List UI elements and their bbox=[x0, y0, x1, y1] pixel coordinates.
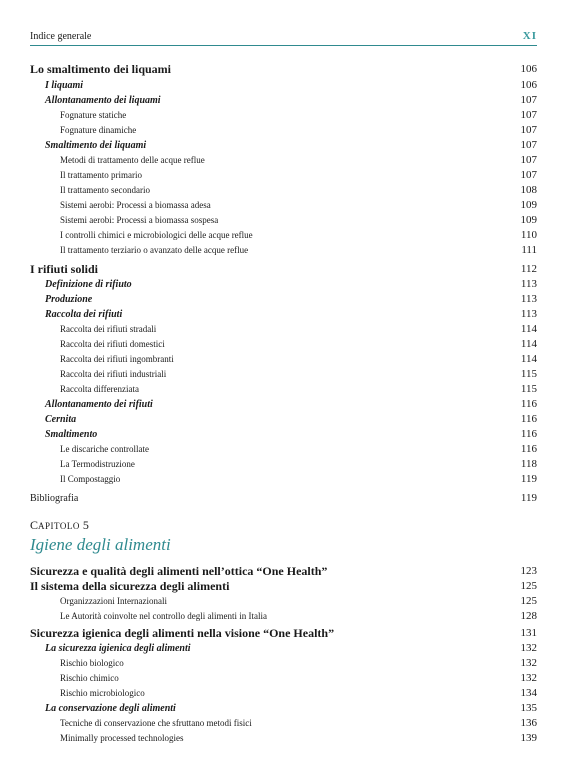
toc-entry-page: 139 bbox=[520, 732, 537, 744]
toc-entry-title: Rischio chimico bbox=[60, 673, 119, 683]
toc-entry bbox=[30, 491, 537, 506]
toc-entry-page: 113 bbox=[520, 278, 537, 290]
toc-entry-page: 110 bbox=[520, 228, 537, 241]
toc-entry-page: 125 bbox=[520, 595, 537, 607]
toc-entry-title: Le discariche controllate bbox=[60, 444, 149, 454]
toc-entry-title: Raccolta dei rifiuti industriali bbox=[60, 369, 167, 379]
toc-entry bbox=[30, 656, 537, 671]
toc-entry bbox=[30, 367, 537, 382]
toc-entry bbox=[30, 183, 537, 198]
toc-entry-title: Raccolta dei rifiuti bbox=[45, 309, 123, 320]
toc-entry-title: Smaltimento bbox=[45, 429, 98, 440]
toc-entry bbox=[30, 472, 537, 487]
toc-entry-title: Definizione di rifiuto bbox=[45, 279, 132, 290]
toc-entry-title: Sistemi aerobi: Processi a biomassa adesa bbox=[60, 199, 211, 210]
toc-entry-title: Organizzazioni Internazionali bbox=[60, 596, 168, 606]
toc-entry-page: 123 bbox=[520, 565, 537, 577]
toc-section-1 bbox=[30, 62, 537, 506]
toc-entry-title: La sicurezza igienica degli alimenti bbox=[45, 643, 191, 654]
toc-entry bbox=[30, 213, 537, 228]
toc-entry-title: I controlli chimici e microbiologici delle acque reflue bbox=[60, 229, 253, 240]
toc-entry bbox=[30, 78, 537, 93]
toc-entry-title: Raccolta dei rifiuti ingombranti bbox=[60, 354, 174, 364]
toc-entry-title: Rischio biologico bbox=[60, 658, 124, 668]
toc-entry bbox=[30, 382, 537, 397]
toc-entry-title: Allontanamento dei rifiuti bbox=[45, 399, 153, 410]
toc-entry-title: Minimally processed technologies bbox=[60, 733, 184, 743]
chapter-number: 5 bbox=[82, 518, 89, 532]
toc-entry-title: Fognature statiche bbox=[60, 109, 127, 120]
chapter-label bbox=[30, 518, 89, 533]
toc-entry-page: 125 bbox=[520, 580, 537, 592]
toc-entry bbox=[30, 307, 537, 322]
toc-entry bbox=[30, 716, 537, 731]
chapter-label-prefix: C bbox=[30, 518, 39, 532]
toc-entry bbox=[30, 564, 537, 579]
toc-entry bbox=[30, 168, 537, 183]
toc-entry-title: Il sistema della sicurezza degli alimenti bbox=[30, 579, 230, 593]
toc-entry bbox=[30, 686, 537, 701]
toc-entry-title: Raccolta differenziata bbox=[60, 384, 140, 394]
toc-entry-page: 132 bbox=[520, 642, 537, 654]
toc-entry-page: 131 bbox=[520, 627, 537, 639]
toc-entry bbox=[30, 457, 537, 472]
toc-entry bbox=[30, 198, 537, 213]
toc-entry bbox=[30, 228, 537, 243]
toc-entry-page: 115 bbox=[520, 368, 537, 380]
toc-entry bbox=[30, 594, 537, 609]
toc-entry-title: I rifiuti solidi bbox=[30, 261, 99, 276]
toc-entry-page: 108 bbox=[520, 183, 537, 196]
running-title: Indice generale bbox=[30, 31, 92, 42]
toc-entry-page: 107 bbox=[520, 168, 537, 181]
toc-entry bbox=[30, 579, 537, 594]
toc-entry-title: I liquami bbox=[45, 79, 84, 91]
toc-entry bbox=[30, 337, 537, 352]
toc-entry-page: 114 bbox=[520, 323, 537, 335]
toc-entry-title: Rischio microbiologico bbox=[60, 688, 145, 698]
toc-entry-page: 112 bbox=[520, 262, 537, 275]
toc-entry bbox=[30, 671, 537, 686]
toc-entry-title: Le Autorità coinvolte nel controllo degli alimenti in Italia bbox=[60, 611, 267, 621]
toc-entry-title: Smaltimento dei liquami bbox=[45, 139, 147, 151]
toc-entry-page: 114 bbox=[520, 353, 537, 365]
toc-entry-page: 106 bbox=[520, 63, 537, 75]
toc-entry-title: Tecniche di conservazione che sfruttano metodi fisici bbox=[60, 718, 252, 728]
toc-entry-title: Sicurezza igienica degli alimenti nella visione “One Health” bbox=[30, 626, 335, 640]
toc-entry bbox=[30, 292, 537, 307]
toc-entry-page: 113 bbox=[520, 293, 537, 305]
toc-section-2 bbox=[30, 564, 537, 746]
toc-entry-page: 107 bbox=[520, 153, 537, 166]
toc-entry-page: 136 bbox=[520, 717, 537, 729]
toc-entry-title: La Termodistruzione bbox=[60, 459, 135, 469]
toc-entry-title: Cernita bbox=[45, 414, 77, 425]
chapter-label-smallcaps: APITOLO bbox=[38, 521, 80, 531]
toc-entry-title: Il Compostaggio bbox=[60, 474, 121, 484]
toc-entry bbox=[30, 731, 537, 746]
toc-entry-page: 107 bbox=[520, 123, 537, 136]
toc-entry-page: 116 bbox=[520, 413, 537, 425]
toc-entry bbox=[30, 609, 537, 624]
toc-entry bbox=[30, 442, 537, 457]
toc-entry-title: Produzione bbox=[45, 294, 93, 305]
toc-entry-page: 113 bbox=[520, 308, 537, 320]
toc-entry-title: Il trattamento secondario bbox=[60, 184, 150, 195]
toc-entry bbox=[30, 412, 537, 427]
toc-entry-page: 116 bbox=[520, 398, 537, 410]
toc-entry-page: 111 bbox=[521, 243, 537, 256]
toc-entry bbox=[30, 153, 537, 168]
toc-entry bbox=[30, 322, 537, 337]
toc-entry-page: 119 bbox=[520, 473, 537, 485]
toc-entry-title: Il trattamento terziario o avanzato delle acque reflue bbox=[60, 244, 249, 255]
toc-entry bbox=[30, 626, 537, 641]
toc-entry-page: 128 bbox=[520, 610, 537, 622]
toc-entry-page: 119 bbox=[520, 492, 537, 504]
toc-entry-title: Lo smaltimento dei liquami bbox=[30, 62, 172, 76]
running-header bbox=[30, 30, 537, 46]
toc-entry-title: Bibliografia bbox=[30, 493, 79, 504]
toc-entry bbox=[30, 352, 537, 367]
toc-entry-page: 116 bbox=[520, 428, 537, 440]
chapter-title: Igiene degli alimenti bbox=[30, 535, 171, 554]
toc-entry-page: 109 bbox=[520, 198, 537, 211]
toc-entry-title: Fognature dinamiche bbox=[60, 124, 137, 135]
toc-entry bbox=[30, 108, 537, 123]
toc-entry-page: 109 bbox=[520, 213, 537, 226]
toc-entry-page: 132 bbox=[520, 657, 537, 669]
toc-entry-title: La conservazione degli alimenti bbox=[45, 703, 176, 714]
toc-entry bbox=[30, 123, 537, 138]
toc-entry bbox=[30, 277, 537, 292]
toc-entry-page: 116 bbox=[520, 443, 537, 455]
toc-entry-title: Raccolta dei rifiuti stradali bbox=[60, 324, 157, 334]
page-number: XI bbox=[522, 30, 537, 42]
toc-entry bbox=[30, 641, 537, 656]
toc-entry bbox=[30, 93, 537, 108]
toc-entry-title: Metodi di trattamento delle acque reflue bbox=[60, 154, 205, 165]
toc-entry-page: 135 bbox=[520, 702, 537, 714]
toc-entry bbox=[30, 243, 537, 258]
toc-entry-title: Raccolta dei rifiuti domestici bbox=[60, 339, 165, 349]
header-rule bbox=[30, 45, 537, 46]
toc-entry-page: 114 bbox=[520, 338, 537, 350]
toc-entry-page: 107 bbox=[520, 108, 537, 121]
toc-entry-title: Sistemi aerobi: Processi a biomassa sospesa bbox=[60, 214, 219, 225]
toc-entry bbox=[30, 397, 537, 412]
toc-entry bbox=[30, 262, 537, 278]
toc-entry-page: 106 bbox=[520, 78, 537, 91]
toc-entry-page: 107 bbox=[520, 138, 537, 151]
toc-entry-page: 107 bbox=[520, 93, 537, 106]
toc-entry-page: 134 bbox=[520, 687, 537, 699]
toc-entry bbox=[30, 62, 537, 78]
toc-entry bbox=[30, 701, 537, 716]
toc-entry-title: Sicurezza e qualità degli alimenti nell’ottica “One Health” bbox=[30, 564, 328, 578]
toc-entry-page: 132 bbox=[520, 672, 537, 684]
toc-entry bbox=[30, 138, 537, 153]
toc-entry-page: 118 bbox=[520, 458, 537, 470]
toc-entry-page: 115 bbox=[520, 383, 537, 395]
toc-entry-title: Il trattamento primario bbox=[60, 169, 142, 180]
toc-entry-title: Allontanamento dei liquami bbox=[45, 94, 161, 106]
toc-entry bbox=[30, 427, 537, 442]
